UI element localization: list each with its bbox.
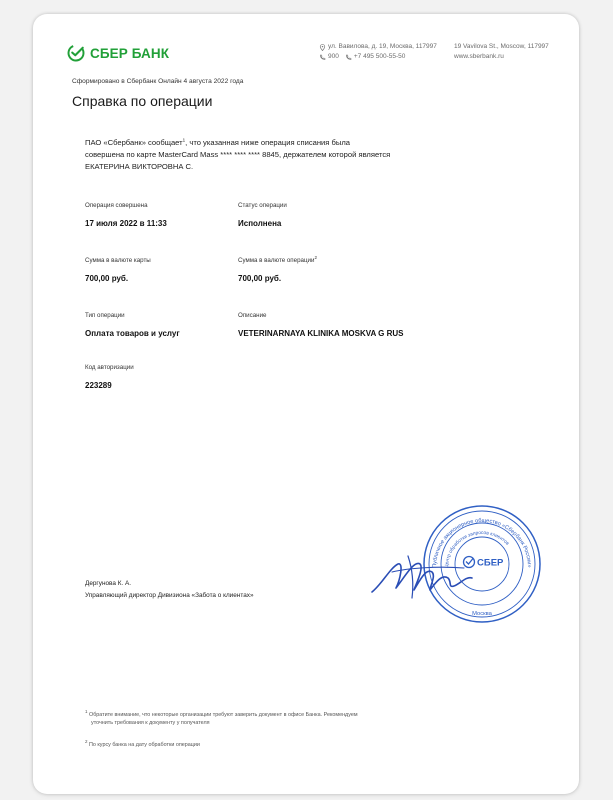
intro-line-1a: ПАО «Сбербанк» сообщает	[85, 138, 183, 147]
address-en-block	[454, 42, 549, 62]
stamp-inner-text: Центр обработки запросов клиентов	[444, 530, 510, 569]
stamp-city: Москва	[472, 611, 492, 617]
field-label: Операция совершена	[85, 202, 148, 209]
footnote-2-text: По курсу банка на дату обработки операции	[89, 742, 200, 748]
field-operation-date	[85, 202, 167, 228]
website[interactable]: www.sberbank.ru	[454, 53, 504, 60]
stamp-center-text: СБЕР	[477, 557, 504, 569]
address-ru: ул. Вавилова, д. 19, Москва, 117997	[328, 43, 437, 50]
address-ru-block	[319, 42, 437, 62]
field-label: Сумма в валюте карты	[85, 257, 151, 264]
field-value: 223289	[85, 381, 112, 390]
field-value: Исполнена	[238, 219, 282, 228]
intro-line-3: ЕКАТЕРИНА ВИКТОРОВНА С.	[85, 162, 194, 171]
field-value: Оплата товаров и услуг	[85, 329, 180, 338]
field-amount-card	[85, 257, 151, 283]
location-pin-icon	[319, 44, 326, 51]
intro-line-1b: , что указанная ниже операция списания была	[185, 138, 350, 147]
handwritten-signature	[368, 538, 478, 608]
signatory-position: Управляющий директор Дивизиона «Забота о клиентах»	[85, 592, 254, 599]
footnote-1	[85, 711, 405, 727]
phone-long: +7 495 500-55-50	[353, 53, 406, 60]
phone-icon	[319, 54, 326, 61]
field-label: Код авторизации	[85, 364, 134, 371]
field-amount-operation	[238, 254, 317, 283]
footnote-1-line-2: уточнить требования к документу у получателя	[91, 720, 210, 726]
sber-logo	[67, 44, 169, 62]
phone-short: 900	[328, 53, 339, 60]
footnote-2	[85, 741, 200, 749]
generated-note: Сформировано в Сбербанк Онлайн 4 августа 2022 года	[72, 78, 244, 85]
field-status	[238, 202, 287, 228]
footnote-mark-1: 1	[85, 709, 88, 715]
phone-icon	[345, 54, 352, 61]
field-label: Описание	[238, 312, 267, 319]
field-label: Сумма в валюте операции	[238, 257, 315, 264]
intro-paragraph	[85, 137, 445, 173]
signatory-name: Дергунова К. А.	[85, 580, 132, 587]
footnote-ref-1: 1	[182, 137, 186, 143]
sber-logo-icon	[67, 44, 85, 62]
field-label: Тип операции	[85, 312, 125, 319]
field-label: Статус операции	[238, 202, 287, 209]
footnote-ref-2: 2	[314, 254, 317, 260]
field-description	[238, 312, 404, 338]
field-value: 700,00 руб.	[85, 274, 129, 283]
document-sheet	[33, 14, 579, 794]
footnote-1-line-1: Обратите внимание, что некоторые организации требуют заверить документ в офисе Банка. Рекомендуем	[89, 712, 358, 718]
address-en: 19 Vavilova St., Moscow, 117997	[454, 43, 549, 50]
field-operation-type	[85, 312, 180, 338]
field-auth-code	[85, 364, 134, 390]
intro-line-2: совершена по карте MasterCard Mass **** **** **** 8845, держателем которой является	[85, 150, 391, 159]
field-value: 17 июля 2022 в 11:33	[85, 219, 167, 228]
page-title: Справка по операции	[72, 93, 213, 109]
footnote-mark-2: 2	[85, 739, 88, 745]
field-value: VETERINARNAYA KLINIKA MOSKVA G RUS	[238, 329, 404, 338]
bank-name: СБЕР БАНК	[90, 45, 170, 61]
field-value: 700,00 руб.	[238, 274, 282, 283]
stamp-outer-text: Публичное акционерное общество «Сбербанк России»	[431, 517, 533, 569]
